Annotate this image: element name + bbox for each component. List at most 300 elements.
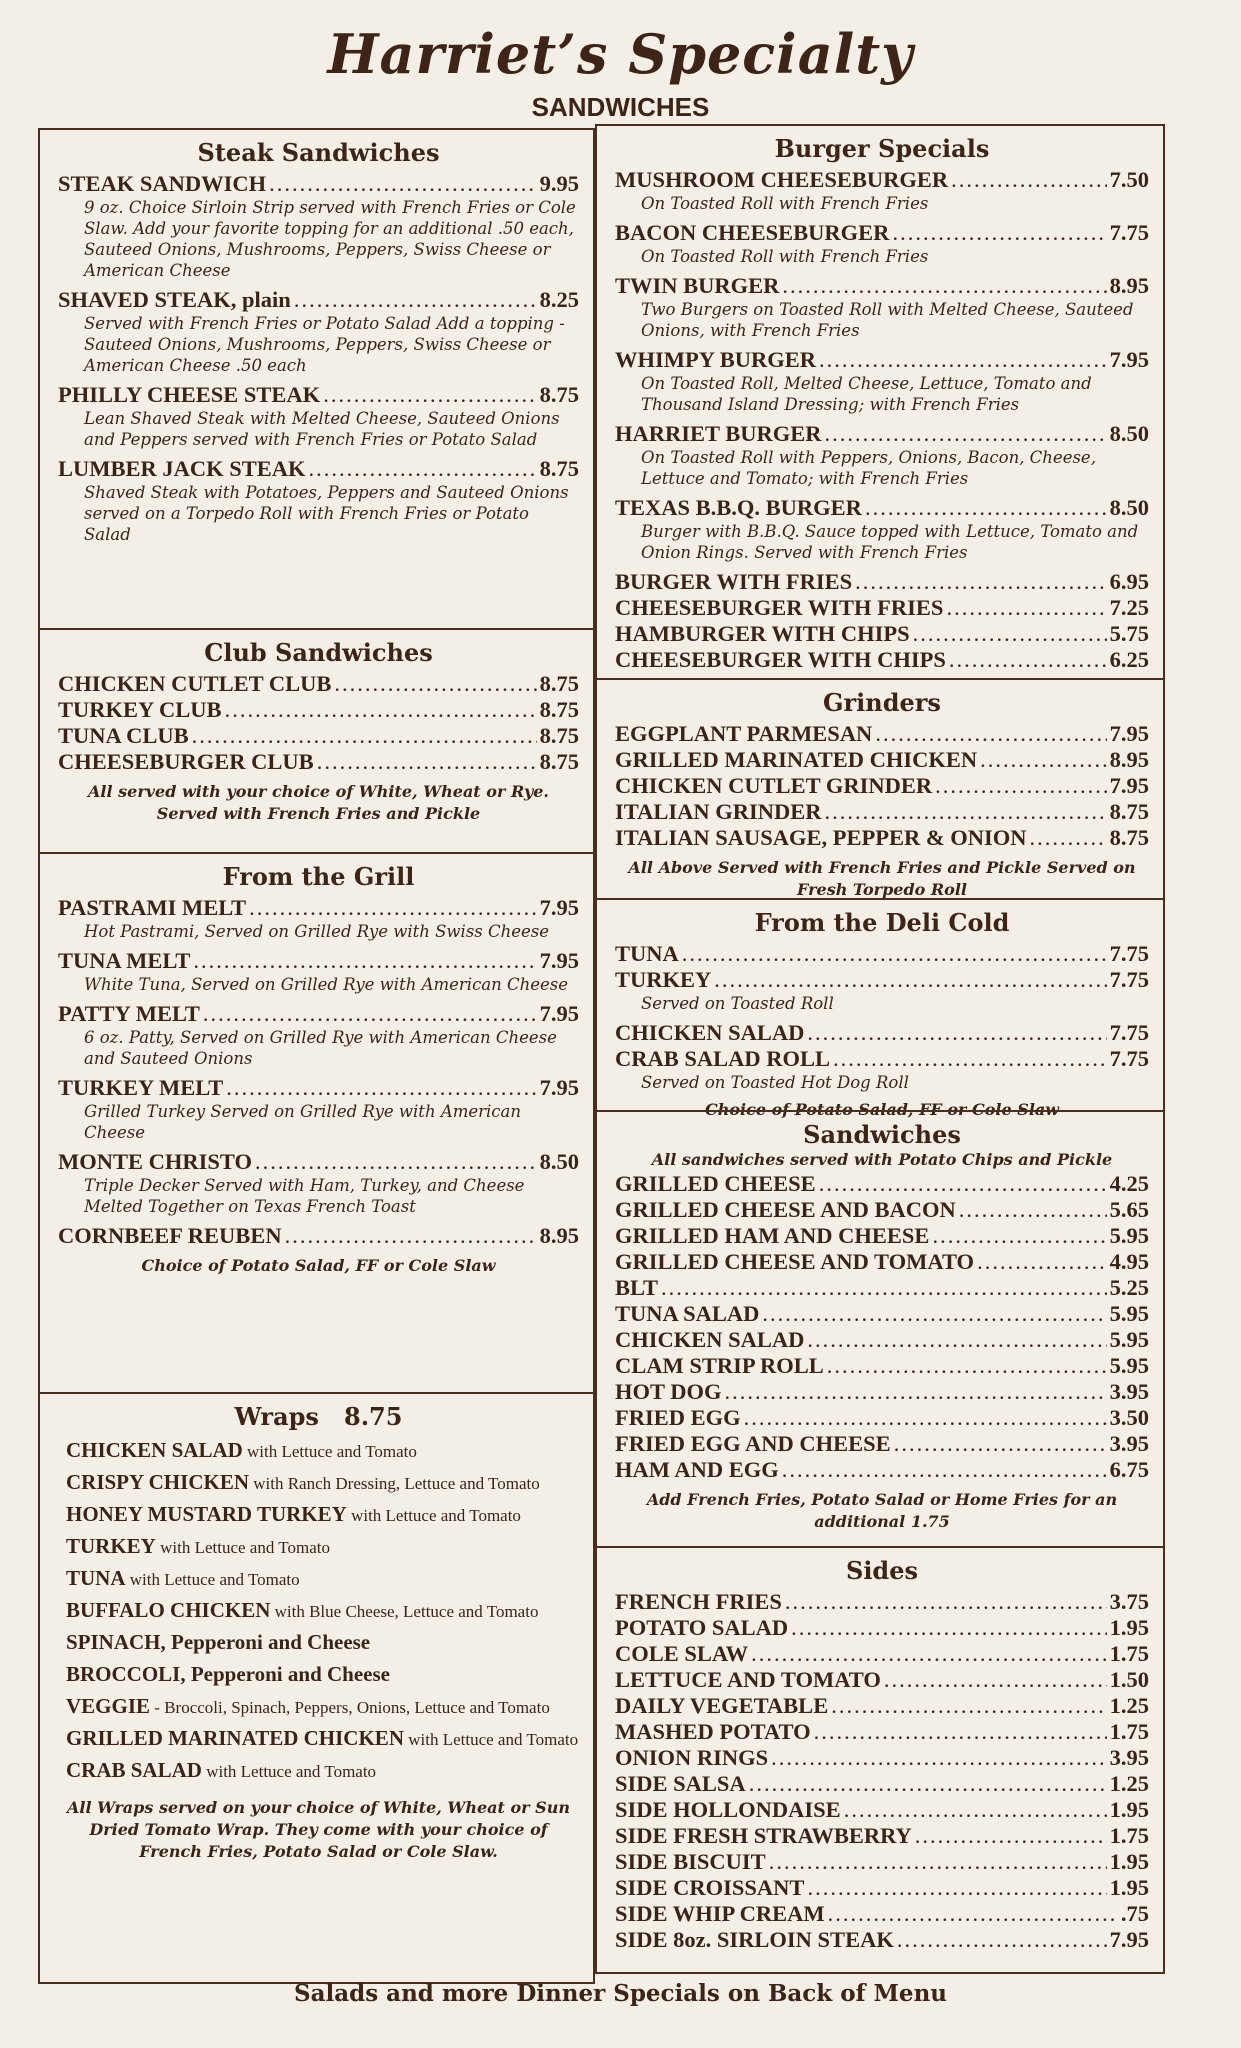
item-name: TURKEY <box>615 967 712 992</box>
item-price: 7.75 <box>1109 941 1149 966</box>
item-description: Two Burgers on Toasted Roll with Melted Cheese, Sauteed Onions, with French Fries <box>641 300 1134 340</box>
menu-item <box>58 1223 579 1249</box>
item-name: CHICKEN CUTLET GRINDER <box>615 773 933 798</box>
item-price: 7.95 <box>539 1075 579 1100</box>
menu-item <box>615 1719 1149 1745</box>
item-name: COLE SLAW <box>615 1641 749 1666</box>
item-name: HAM AND EGG <box>615 1457 779 1482</box>
item-name: TUNA <box>615 941 679 966</box>
item-price: 7.75 <box>1109 967 1149 992</box>
item-price: 5.25 <box>1109 1275 1149 1300</box>
section-heading: Sandwiches <box>803 1120 961 1149</box>
menu-item <box>615 1431 1149 1457</box>
item-price: 7.95 <box>539 1001 579 1026</box>
dot-leader <box>192 723 537 749</box>
dot-leader <box>661 1275 1107 1301</box>
item-name: TUNA MELT <box>58 948 191 973</box>
menu-item <box>615 1171 1149 1197</box>
item-price: 1.95 <box>1109 1797 1149 1822</box>
item-description: On Toasted Roll with French Fries <box>641 194 929 213</box>
menu-item <box>615 595 1149 621</box>
item-price: 8.50 <box>539 1149 579 1174</box>
dot-leader <box>1030 825 1107 851</box>
menu-item <box>58 287 579 313</box>
dot-leader <box>828 1901 1118 1927</box>
item-description: 9 oz. Choice Sirloin Strip served with French Fries or Cole Slaw. Add your favorite topping for an additional .50 each, Sauteed Onions, Mushrooms, Peppers, Swiss Cheese or American Cheese <box>84 198 576 280</box>
item-price: 3.95 <box>1109 1379 1149 1404</box>
page-title: Harriet’s Specialty <box>327 22 914 86</box>
item-name: SIDE SALSA <box>615 1771 746 1796</box>
menu-item <box>615 1020 1149 1046</box>
item-name: CORNBEEF REUBEN <box>58 1223 282 1248</box>
item-description: Grilled Turkey Served on Grilled Rye with American Cheese <box>84 1102 522 1142</box>
wrap-name: TURKEY <box>66 1534 156 1558</box>
menu-item <box>615 1379 1149 1405</box>
menu-item <box>58 456 579 482</box>
menu-list <box>58 171 579 545</box>
item-price: 3.95 <box>1109 1745 1149 1770</box>
grill-section <box>40 852 593 1392</box>
dot-leader <box>894 1431 1107 1457</box>
wraps-section <box>40 1392 593 1982</box>
dot-leader <box>744 1405 1107 1431</box>
item-name: STEAK SANDWICH <box>58 171 267 196</box>
menu-item <box>615 1745 1149 1771</box>
item-price: 1.95 <box>1109 1875 1149 1900</box>
item-description: Served on Toasted Roll <box>641 994 834 1013</box>
dot-leader <box>807 1020 1106 1046</box>
item-price: 1.95 <box>1109 1849 1149 1874</box>
dot-leader <box>959 1197 1107 1223</box>
section-heading: Grinders <box>823 688 941 717</box>
menu-item <box>615 621 1149 647</box>
item-price: 8.95 <box>1109 273 1149 298</box>
menu-item <box>615 1641 1149 1667</box>
dot-leader <box>724 1379 1106 1405</box>
item-name: TWIN BURGER <box>615 273 780 298</box>
menu-item <box>615 1849 1149 1875</box>
item-name: FRIED EGG <box>615 1405 741 1430</box>
item-price: 8.75 <box>539 723 579 748</box>
dot-leader <box>935 773 1106 799</box>
menu-list <box>615 1589 1149 1953</box>
item-price: 7.95 <box>1109 773 1149 798</box>
item-description: Lean Shaved Steak with Melted Cheese, Sauteed Onions and Peppers served with French Fries or Potato Salad <box>84 409 560 449</box>
dot-leader <box>977 1249 1107 1275</box>
grinders-section <box>597 678 1163 898</box>
item-price: 3.95 <box>1109 1431 1149 1456</box>
menu-list <box>58 895 579 1249</box>
item-name: PASTRAMI MELT <box>58 895 247 920</box>
wrap-description: with Lettuce and Tomato <box>247 1442 417 1461</box>
item-name: SIDE 8oz. SIRLOIN STEAK <box>615 1927 894 1952</box>
deli-section <box>597 898 1163 1119</box>
item-name: MASHED POTATO <box>615 1719 811 1744</box>
menu-item <box>615 1693 1149 1719</box>
item-price: 4.95 <box>1109 1249 1149 1274</box>
dot-leader <box>819 347 1107 373</box>
steak-section <box>40 130 593 628</box>
item-price: 7.75 <box>1109 1046 1149 1071</box>
wrap-item <box>66 1695 579 1719</box>
wrap-name: VEGGIE <box>66 1694 151 1718</box>
dot-leader <box>825 421 1107 447</box>
item-name: SIDE FRESH STRAWBERRY <box>615 1823 912 1848</box>
dot-leader <box>875 721 1106 747</box>
wrap-description: with Lettuce and Tomato <box>408 1730 579 1749</box>
item-name: CHICKEN SALAD <box>615 1327 805 1352</box>
menu-item <box>615 747 1149 773</box>
item-price: 5.95 <box>1109 1223 1149 1248</box>
wrap-item <box>66 1599 579 1623</box>
item-price: 1.75 <box>1109 1641 1149 1666</box>
dot-leader <box>323 382 536 408</box>
menu-item <box>615 773 1149 799</box>
menu-item <box>615 273 1149 299</box>
item-price: 7.25 <box>1109 595 1149 620</box>
item-price: 1.75 <box>1109 1719 1149 1744</box>
page-subtitle: SANDWICHES <box>531 92 710 122</box>
menu-item <box>615 1457 1149 1483</box>
item-price: 7.75 <box>1109 1020 1149 1045</box>
wrap-name: SPINACH, Pepperoni and Cheese <box>66 1630 371 1654</box>
dot-leader <box>827 1353 1107 1379</box>
menu-item <box>615 1249 1149 1275</box>
wrap-item <box>66 1503 579 1527</box>
item-price: 1.25 <box>1109 1771 1149 1796</box>
dot-leader <box>897 1927 1107 1953</box>
item-name: TUNA SALAD <box>615 1301 760 1326</box>
item-name: DAILY VEGETABLE <box>615 1693 829 1718</box>
menu-item <box>58 948 579 974</box>
item-name: GRILLED CHEESE AND TOMATO <box>615 1249 975 1274</box>
menu-item <box>58 1149 579 1175</box>
item-description: White Tuna, Served on Grilled Rye with American Cheese <box>84 975 569 994</box>
item-price: 6.25 <box>1109 647 1149 672</box>
menu-item <box>58 1001 579 1027</box>
section-heading: Sides <box>845 1556 918 1585</box>
item-name: WHIMPY BURGER <box>615 347 817 372</box>
dot-leader <box>309 456 537 482</box>
item-name: SHAVED STEAK, plain <box>58 287 291 312</box>
dot-leader <box>749 1771 1107 1797</box>
menu-item <box>615 1771 1149 1797</box>
menu-list <box>615 167 1149 673</box>
item-price: 8.75 <box>539 671 579 696</box>
menu-item <box>615 1927 1149 1953</box>
menu-item <box>615 347 1149 373</box>
section-note: Choice of Potato Salad, FF or Cole Slaw <box>141 1256 496 1275</box>
section-note: Add French Fries, Potato Salad or Home Fries for an additional 1.75 <box>646 1490 1118 1531</box>
dot-leader <box>825 799 1107 825</box>
dot-leader <box>946 595 1106 621</box>
item-name: ITALIAN SAUSAGE, PEPPER & ONION <box>615 825 1027 850</box>
dot-leader <box>771 1745 1106 1771</box>
item-price: 5.65 <box>1109 1197 1149 1222</box>
item-price: 8.75 <box>539 749 579 774</box>
wrap-item <box>66 1439 579 1463</box>
dot-leader <box>884 1667 1107 1693</box>
dot-leader <box>831 1693 1106 1719</box>
item-price: 8.25 <box>539 287 579 312</box>
menu-list <box>615 1171 1149 1483</box>
dot-leader <box>762 1301 1106 1327</box>
item-name: TURKEY MELT <box>58 1075 224 1100</box>
menu-item <box>58 1075 579 1101</box>
section-intro: All sandwiches served with Potato Chips and Pickle <box>651 1150 1113 1169</box>
menu-item <box>615 1301 1149 1327</box>
item-description: Served with French Fries or Potato Salad Add a topping - Sauteed Onions, Mushrooms, Peppers, Swiss Cheese or American Cheese .50 each <box>84 314 565 375</box>
right-column <box>595 124 1165 1974</box>
menu-item <box>615 1197 1149 1223</box>
wraps-heading: Wraps <box>234 1402 319 1431</box>
dot-leader <box>285 1223 537 1249</box>
item-name: HARRIET BURGER <box>615 421 822 446</box>
item-name: BURGER WITH FRIES <box>615 569 853 594</box>
menu-item <box>615 167 1149 193</box>
item-price: 5.95 <box>1109 1301 1149 1326</box>
menu-item <box>58 697 579 723</box>
item-name: SIDE BISCUIT <box>615 1849 766 1874</box>
menu-item <box>615 825 1149 851</box>
menu-item <box>615 967 1149 993</box>
menu-item <box>615 220 1149 246</box>
wrap-name: CHICKEN SALAD <box>66 1438 243 1462</box>
item-description: 6 oz. Patty, Served on Grilled Rye with American Cheese and Sauteed Onions <box>84 1028 557 1068</box>
item-description: On Toasted Roll with French Fries <box>641 247 929 266</box>
section-note: All served with your choice of White, Wheat or Rye. Served with French Fries and Pickle <box>87 782 549 823</box>
menu-item <box>58 723 579 749</box>
wrap-item <box>66 1759 579 1783</box>
menu-item <box>615 1327 1149 1353</box>
dot-leader <box>949 647 1107 673</box>
dot-leader <box>203 1001 537 1027</box>
menu-item <box>615 1901 1149 1927</box>
menu-item <box>58 171 579 197</box>
item-price: 7.95 <box>1109 347 1149 372</box>
section-heading: From the Grill <box>222 862 415 891</box>
item-description: On Toasted Roll, Melted Cheese, Lettuce, Tomato and Thousand Island Dressing; with French Fries <box>641 374 1092 414</box>
menu-item <box>615 721 1149 747</box>
section-heading: From the Deli Cold <box>754 908 1010 937</box>
wrap-name: CRAB SALAD <box>66 1758 202 1782</box>
item-name: PATTY MELT <box>58 1001 200 1026</box>
menu-item <box>615 569 1149 595</box>
dot-leader <box>769 1849 1107 1875</box>
dot-leader <box>785 1589 1107 1615</box>
item-name: LUMBER JACK STEAK <box>58 456 306 481</box>
item-name: HAMBURGER WITH CHIPS <box>615 621 910 646</box>
item-price: 5.95 <box>1109 1353 1149 1378</box>
item-name: SIDE WHIP CREAM <box>615 1901 825 1926</box>
item-name: LETTUCE AND TOMATO <box>615 1667 881 1692</box>
item-description: Burger with B.B.Q. Sauce topped with Lettuce, Tomato and Onion Rings. Served with French Fries <box>641 522 1139 562</box>
item-name: CHICKEN CUTLET CLUB <box>58 671 332 696</box>
menu-item <box>615 1275 1149 1301</box>
left-column <box>38 128 595 1984</box>
item-name: GRILLED MARINATED CHICKEN <box>615 747 978 772</box>
item-description: On Toasted Roll with Peppers, Onions, Bacon, Cheese, Lettuce and Tomato; with French Fries <box>641 448 1096 488</box>
dot-leader <box>334 671 536 697</box>
wrap-item <box>66 1631 579 1655</box>
item-name: MONTE CHRISTO <box>58 1149 252 1174</box>
dot-leader <box>819 1171 1107 1197</box>
menu-item <box>615 1797 1149 1823</box>
item-name: GRILLED HAM AND CHEESE <box>615 1223 930 1248</box>
item-price: 7.95 <box>539 948 579 973</box>
item-name: SIDE HOLLONDAISE <box>615 1797 841 1822</box>
item-name: FRIED EGG AND CHEESE <box>615 1431 891 1456</box>
item-name: GRILLED CHEESE AND BACON <box>615 1197 956 1222</box>
menu-item <box>615 495 1149 521</box>
item-price: 7.75 <box>1109 220 1149 245</box>
menu-item <box>615 1823 1149 1849</box>
dot-leader <box>714 967 1106 993</box>
section-note: All Above Served with French Fries and Pickle Served on Fresh Torpedo Roll <box>628 858 1136 899</box>
section-note: All Wraps served on your choice of White, Wheat or Sun Dried Tomato Wrap. They come with your choice of French Fries, Potato Salad or Cole Slaw. <box>66 1798 570 1861</box>
wrap-description: with Lettuce and Tomato <box>351 1506 521 1525</box>
item-name: CHEESEBURGER CLUB <box>58 749 314 774</box>
dot-leader <box>865 495 1107 521</box>
wrap-item <box>66 1567 579 1591</box>
dot-leader <box>951 167 1106 193</box>
item-price: 6.95 <box>1109 569 1149 594</box>
sides-section <box>597 1546 1163 1972</box>
dot-leader <box>807 1875 1106 1901</box>
item-price: 3.50 <box>1109 1405 1149 1430</box>
item-name: BLT <box>615 1275 658 1300</box>
dot-leader <box>294 287 537 313</box>
item-price: 8.95 <box>1109 747 1149 772</box>
item-name: TUNA CLUB <box>58 723 189 748</box>
dot-leader <box>932 1223 1106 1249</box>
menu-item <box>58 895 579 921</box>
dot-leader <box>782 273 1106 299</box>
menu-item <box>615 941 1149 967</box>
item-name: HOT DOG <box>615 1379 722 1404</box>
item-description: Hot Pastrami, Served on Grilled Rye with Swiss Cheese <box>84 922 550 941</box>
dot-leader <box>317 749 537 775</box>
item-price: 4.25 <box>1109 1171 1149 1196</box>
dot-leader <box>269 171 536 197</box>
dot-leader <box>913 621 1107 647</box>
item-price: 8.75 <box>1109 799 1149 824</box>
sandwiches-section <box>597 1110 1163 1546</box>
dot-leader <box>751 1641 1106 1667</box>
menu-item <box>615 421 1149 447</box>
item-name: PHILLY CHEESE STEAK <box>58 382 321 407</box>
dot-leader <box>855 569 1106 595</box>
menu-list <box>615 721 1149 851</box>
item-name: ITALIAN GRINDER <box>615 799 822 824</box>
dot-leader <box>980 747 1107 773</box>
item-price: 8.75 <box>539 382 579 407</box>
wrap-item <box>66 1727 579 1751</box>
item-name: BACON CHEESEBURGER <box>615 220 890 245</box>
item-price: 8.75 <box>539 456 579 481</box>
club-section <box>40 628 593 852</box>
item-price: 8.75 <box>539 697 579 722</box>
wrap-name: GRILLED MARINATED CHICKEN <box>66 1726 404 1750</box>
section-heading <box>58 1402 579 1431</box>
item-description: Triple Decker Served with Ham, Turkey, and Cheese Melted Together on Texas French Toast <box>84 1176 525 1216</box>
menu-item <box>615 1046 1149 1072</box>
menu-item <box>615 799 1149 825</box>
item-price: 8.75 <box>1109 825 1149 850</box>
item-name: CHICKEN SALAD <box>615 1020 805 1045</box>
dot-leader <box>782 1457 1107 1483</box>
dot-leader <box>807 1327 1106 1353</box>
wrap-name: BUFFALO CHICKEN <box>66 1598 271 1622</box>
menu-list <box>615 941 1149 1093</box>
section-heading: Steak Sandwiches <box>197 138 440 167</box>
wraps-list <box>58 1439 579 1783</box>
item-name: CHEESEBURGER WITH FRIES <box>615 595 944 620</box>
menu-item <box>615 1875 1149 1901</box>
item-description: Shaved Steak with Potatoes, Peppers and Sauteed Onions served on a Torpedo Roll with French Fries or Potato Salad <box>84 483 569 544</box>
footer-note: Salads and more Dinner Specials on Back of Menu <box>293 1980 948 2007</box>
item-name: EGGPLANT PARMESAN <box>615 721 873 746</box>
item-price: 6.75 <box>1109 1457 1149 1482</box>
section-heading: Club Sandwiches <box>204 638 433 667</box>
wrap-description: with Lettuce and Tomato <box>206 1762 377 1781</box>
wrap-description: with Ranch Dressing, Lettuce and Tomato <box>253 1474 540 1493</box>
item-price: 8.95 <box>539 1223 579 1248</box>
menu-item <box>615 1353 1149 1379</box>
item-price: 1.95 <box>1109 1615 1149 1640</box>
wrap-item <box>66 1471 579 1495</box>
menu-item <box>615 1667 1149 1693</box>
wrap-description: - Broccoli, Spinach, Peppers, Onions, Lettuce and Tomato <box>154 1698 550 1717</box>
item-name: MUSHROOM CHEESEBURGER <box>615 167 949 192</box>
dot-leader <box>193 948 536 974</box>
item-price: .75 <box>1120 1901 1149 1926</box>
item-name: FRENCH FRIES <box>615 1589 782 1614</box>
dot-leader <box>255 1149 537 1175</box>
dot-leader <box>791 1615 1106 1641</box>
dot-leader <box>892 220 1106 246</box>
item-price: 5.95 <box>1109 1327 1149 1352</box>
item-name: TURKEY CLUB <box>58 697 222 722</box>
menu-item <box>615 647 1149 673</box>
item-price: 7.95 <box>539 895 579 920</box>
item-name: GRILLED CHEESE <box>615 1171 816 1196</box>
dot-leader <box>844 1797 1107 1823</box>
wrap-description: with Lettuce and Tomato <box>129 1570 300 1589</box>
item-name: ONION RINGS <box>615 1745 769 1770</box>
menu-item <box>58 382 579 408</box>
item-name: CLAM STRIP ROLL <box>615 1353 824 1378</box>
dot-leader <box>814 1719 1107 1745</box>
menu-item <box>615 1589 1149 1615</box>
item-price: 7.95 <box>1109 1927 1149 1952</box>
item-name: CHEESEBURGER WITH CHIPS <box>615 647 946 672</box>
dot-leader <box>249 895 536 921</box>
burger-section <box>597 126 1163 678</box>
menu-item <box>615 1223 1149 1249</box>
menu-item <box>58 671 579 697</box>
wrap-name: CRISPY CHICKEN <box>66 1470 249 1494</box>
wrap-name: HONEY MUSTARD TURKEY <box>66 1502 347 1526</box>
wraps-price: 8.75 <box>344 1402 403 1431</box>
item-price: 8.50 <box>1109 495 1149 520</box>
wrap-name: TUNA <box>66 1566 126 1590</box>
dot-leader <box>833 1046 1107 1072</box>
item-price: 5.75 <box>1109 621 1149 646</box>
item-price: 1.75 <box>1109 1823 1149 1848</box>
item-name: POTATO SALAD <box>615 1615 789 1640</box>
wrap-description: with Lettuce and Tomato <box>160 1538 330 1557</box>
